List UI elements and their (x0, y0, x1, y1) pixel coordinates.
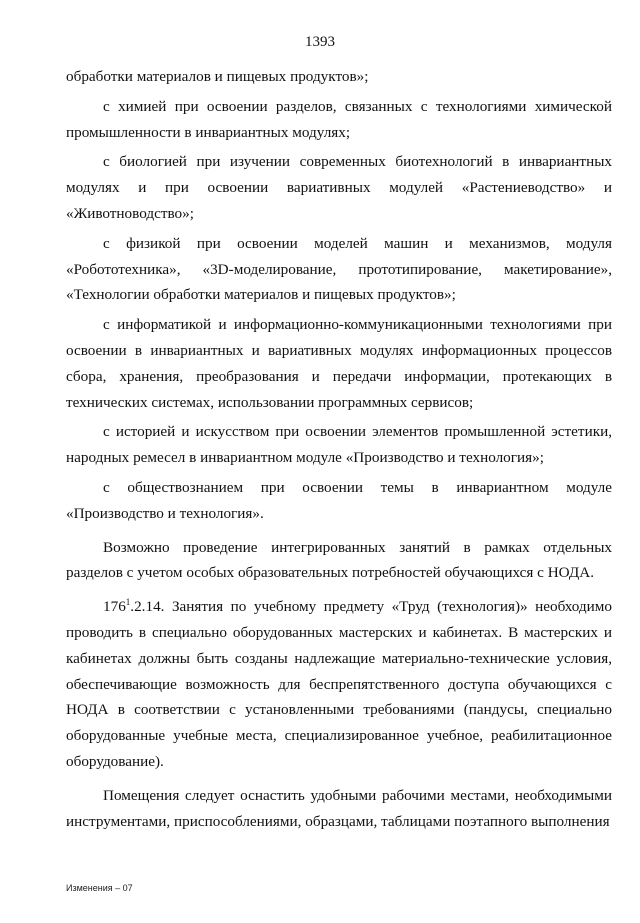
paragraph-premises: Помещения следует оснастить удобными рабочими местами, необходимыми инструментами, приспособлениями, образцами, таблицами поэтапного выполнения (66, 786, 612, 830)
paragraph-biology: с биологией при изучении современных биотехнологий в инвариантных модулях и при освоении вариативных модулей «Растениеводство» и «Животноводство»; (66, 153, 612, 222)
paragraph-physics: с физикой при освоении моделей машин и механизмов, модуля «Робототехника», «3D-моделирование, прототипирование, макетирование», «Технологии обработки материалов и пищевых продуктов»; (66, 234, 612, 304)
section-number: $176^1.2.14$. (103, 597, 165, 616)
paragraph-integrated-lessons: Возможно проведение интегрированных занятий в рамках отдельных разделов с учетом особых образовательных потребностей обучающихся с НОДА. (66, 538, 612, 582)
paragraph-chemistry: с химией при освоении разделов, связанных с технологиями химической промышленности в инвариантных модулях; (66, 97, 612, 141)
page-number: 1393 (305, 34, 335, 50)
footer-note: Изменения – 07 (66, 883, 133, 893)
paragraph-workshops: $176^1.2.14$. Занятия по учебному предмету «Труд (технология)» необходимо проводить в специально оборудованных мастерских и кабинетах. В мастерских и кабинетах должны быть созданы надлежащие материально-технические условия, обеспечивающие возможность для беспрепятственного доступа обучающихся с НОДА в соответствии с установленными требованиями (пандусы, специально оборудованные учебные места, специализированное учебное, реабилитационное оборудование). (66, 597, 612, 770)
document-body (66, 64, 612, 834)
paragraph-history: с историей и искусством при освоении элементов промышленной эстетики, народных ремесел в инвариантном модуле «Производство и технология»; (66, 423, 612, 467)
paragraph-continuation: обработки материалов и пищевых продуктов»; (66, 68, 369, 85)
paragraph-informatics: с информатикой и информационно-коммуникационными технологиями при освоении в инвариантных и вариативных модулях информационных процессов сбора, хранения, преобразования и передачи информации, протекающих в технических системах, использовании программных сервисов; (66, 316, 612, 411)
paragraph-social-studies: с обществознанием при освоении темы в инвариантном модуле «Производство и технология». (66, 478, 612, 522)
